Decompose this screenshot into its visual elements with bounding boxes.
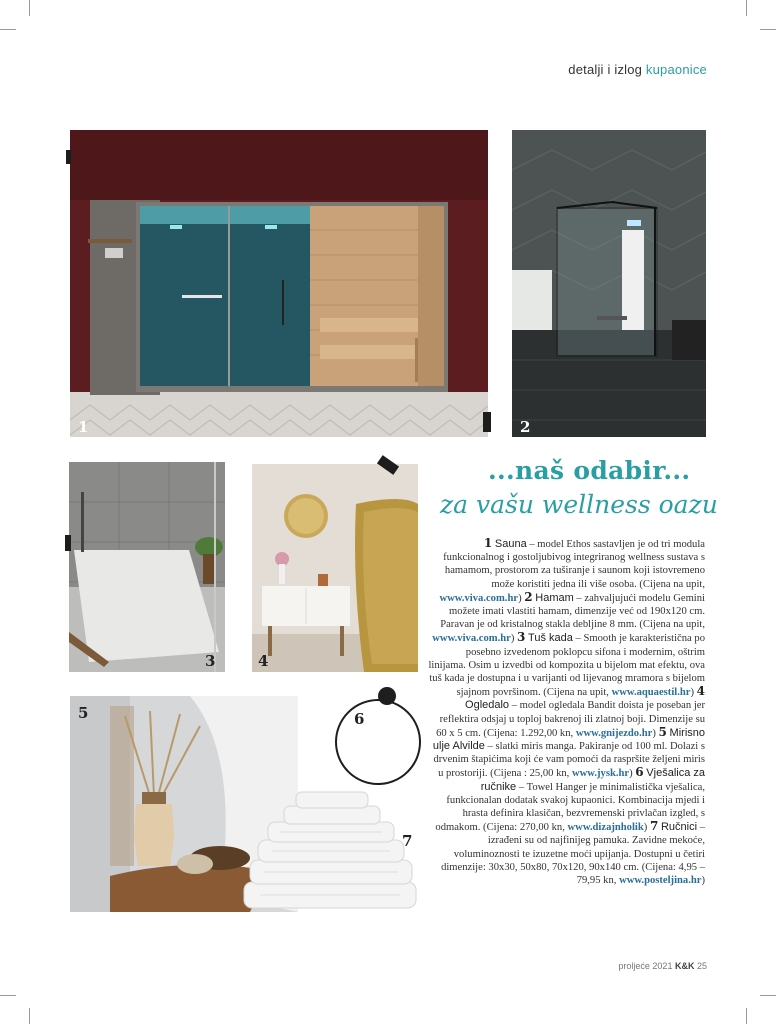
tape-strip (483, 412, 491, 432)
mirror-photo (252, 464, 418, 672)
item-number: 7 (649, 819, 659, 834)
item-text: – zahvaljujući modelu Gemini možete imati vlastiti hamam, dimenzije već od 190x120 cm. Paravan je od kristalnog stakla debljine 8 mm. (Cijena na upit, (440, 592, 705, 631)
tape-strip (66, 150, 71, 164)
item-close: ) (629, 768, 636, 780)
item-number: 2 (524, 589, 533, 604)
page-number: 25 (696, 961, 707, 971)
item-link[interactable]: www.jysk.hr (571, 768, 630, 780)
photo-number-1: 1 (78, 418, 89, 436)
item-link[interactable]: www.posteljina.hr (619, 875, 702, 887)
item-text: – Towel Hanger je minimalistička vješalica, funkcionalan dodatak svakoj kupaonici. Kombinacija mjedi i hrasta definira klasičan, bezvremenski privlačan izgled, s odmakom. (Cijena: 270,00 kn, (435, 781, 705, 834)
item-name: Ručnici (660, 821, 698, 834)
item-link[interactable]: www.viva.com.hr (439, 592, 519, 604)
item-name: Mirisno ulje Alvilde (432, 726, 705, 753)
category-label: kupaonice (645, 62, 707, 77)
towels-photo (240, 786, 420, 912)
issue-season: proljeće 2021 (618, 961, 673, 971)
crop-mark (29, 0, 30, 16)
item-number: 3 (517, 630, 526, 645)
sauna-photo (70, 130, 488, 437)
item-close: ) (652, 727, 659, 739)
item-name: Ogledalo (465, 699, 510, 712)
item-name: Vješalica za ručnike (480, 767, 705, 793)
item-name: Hamam (535, 591, 574, 604)
item-link[interactable]: www.dizajnholik (567, 822, 644, 834)
item-text: – Smooth je karakteristična po posebno izvedenom poklopcu sifona i modernim, oštrim linijama. Osim u izvedbi od kompozita u bijelom mat efektu, ova tuš kada je dostupna i u varijanti od lijevanog mramora s bijelom sjajnom površinom. (Cijena na upit, (428, 633, 705, 699)
item-text: – slatki miris manga. Pakiranje od 100 ml. Dolazi s drvenim štapićima koji će vam pomoći da raspršite željeni miris u prostoriji. (Cijena : 25,00 kn, (433, 741, 705, 780)
crop-mark (0, 995, 16, 996)
section-header (568, 62, 707, 77)
item-number: 4 (696, 684, 705, 699)
item-close: ) (701, 875, 705, 887)
crop-mark (29, 1008, 30, 1024)
item-number: 5 (658, 724, 667, 739)
article-body (428, 537, 705, 887)
crop-mark (746, 1008, 747, 1024)
item-close: ) (510, 633, 518, 645)
item-link[interactable]: www.aquaestil.hr (611, 687, 691, 699)
crop-mark (746, 0, 747, 16)
item-text: – model Ethos sastavljen je od tri modula funkcionalnog i gostoljubivog integriranog wellness sustava s hamamom, prostorom za tuširanje i saunom koji istovremeno može koristiti jedna ili više osoba. (Cijena na upit, (443, 539, 705, 590)
photo-number-5: 5 (78, 704, 89, 722)
item-name: Tuš kada (528, 632, 573, 645)
photo-number-4: 4 (258, 652, 269, 670)
hamam-photo (512, 130, 706, 437)
towel-ring-photo (330, 684, 430, 796)
shower-tray-photo (69, 462, 225, 672)
tape-strip (65, 535, 71, 551)
photo-number-6: 6 (354, 710, 365, 728)
item-text: – izrađeni su od najfinijeg pamuka. Zavidne mekoće, voluminoznosti te izuzetne moći upijanja. Dostupni u četiri dimenzije: 30x30, 50x80, 70x120, 90x140 cm. (Cijena: 4,95 – 79,95 kn, (441, 822, 705, 887)
crop-mark (760, 29, 776, 30)
item-link[interactable]: www.viva.com.hr (432, 633, 511, 645)
photo-number-7: 7 (402, 832, 413, 850)
item-close: ) (643, 822, 650, 834)
photo-number-2: 2 (520, 418, 531, 436)
item-name: Sauna (494, 538, 527, 550)
item-close: ) (518, 592, 525, 604)
item-number: 1 (483, 536, 493, 550)
item-link[interactable]: www.gnijezdo.hr (575, 727, 653, 739)
item-close: ) (690, 687, 697, 699)
crop-mark (760, 995, 776, 996)
page-footer (618, 961, 707, 971)
photo-number-3: 3 (205, 652, 216, 670)
section-heading: ...naš odabir... (488, 456, 691, 485)
magazine-brand: K&K (674, 961, 695, 971)
item-number: 6 (635, 765, 644, 780)
section-label: detalji i izlog (568, 62, 643, 77)
item-text: – model ogledala Bandit doista je poseban jer reflektira odsjaj u toploj bakrenoj ili zlatnoj boji. Dimenzije su 60 x 5 cm. (Cijena: 1.292,00 kn, (436, 700, 705, 739)
section-subheading: za vašu wellness oazu (440, 490, 718, 519)
crop-mark (0, 29, 16, 30)
